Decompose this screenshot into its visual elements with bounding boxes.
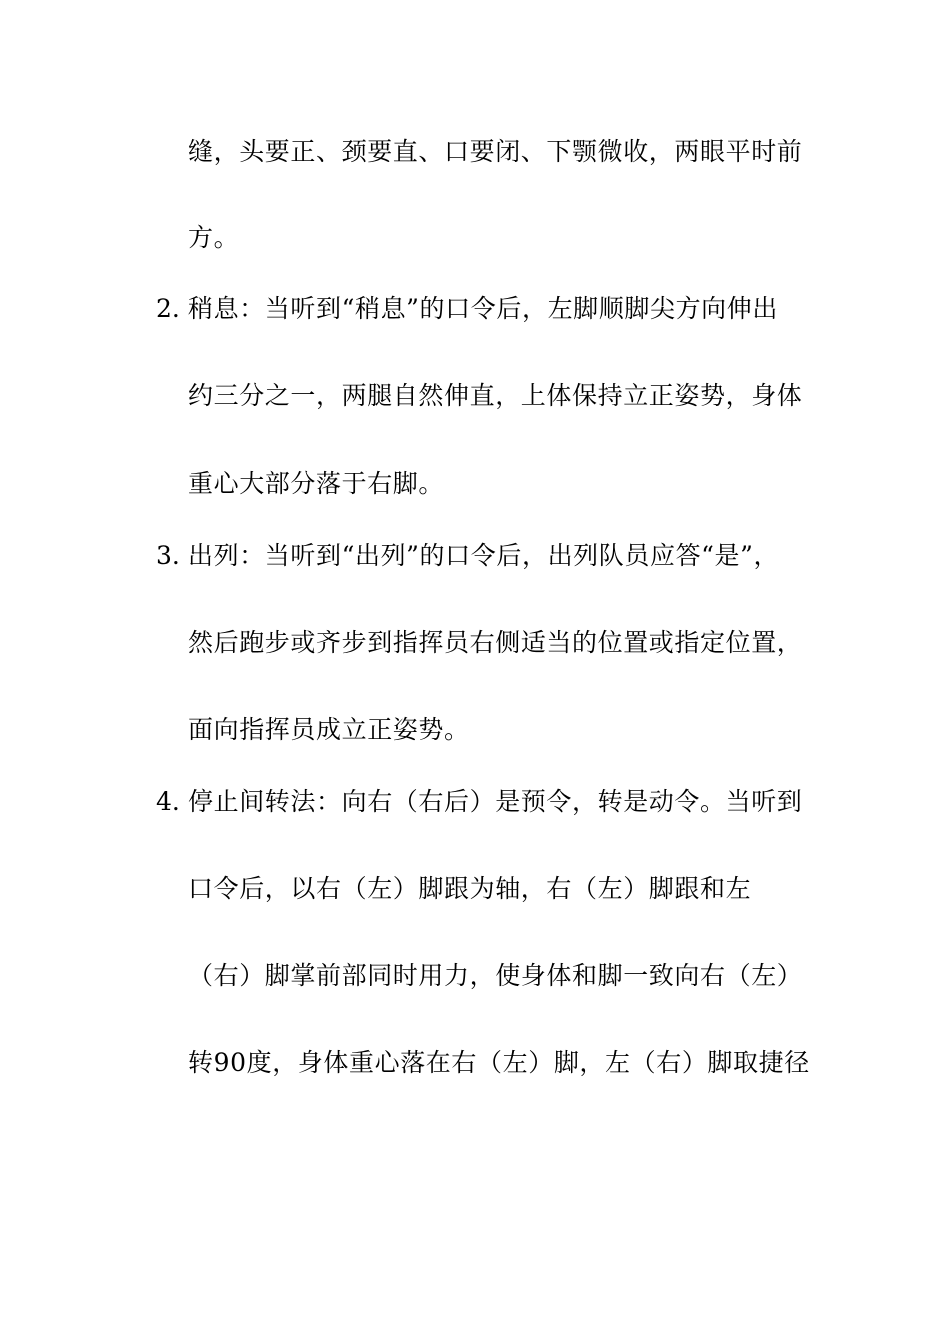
text-line: 稍息：当听到“稍息”的口令后，左脚顺脚尖方向伸出 (188, 294, 778, 323)
text-line: （右）脚掌前部同时用力，使身体和脚一致向右（左） (188, 961, 803, 990)
text-line: 约三分之一，两腿自然伸直，上体保持立正姿势，身体 (188, 381, 803, 410)
text-line: 转90度，身体重心落在右（左）脚，左（右）脚取捷径 (188, 1048, 810, 1077)
text-line: 重心大部分落于右脚。 (188, 469, 445, 498)
text-line: 口令后，以右（左）脚跟为轴，右（左）脚跟和左 (188, 874, 752, 903)
text-line: 停止间转法：向右（右后）是预令，转是动令。当听到 (188, 787, 803, 816)
text-line: 然后跑步或齐步到指挥员右侧适当的位置或指定位置， (188, 628, 803, 657)
text-line: 出列：当听到“出列”的口令后，出列队员应答“是”， (188, 541, 780, 570)
list-item-number: 2. (156, 294, 180, 323)
list-item-number: 3. (156, 541, 180, 570)
text-line: 缝，头要正、颈要直、口要闭、下颚微收，两眼平时前 (188, 137, 803, 166)
text-line: 方。 (188, 223, 240, 252)
list-item-number: 4. (156, 787, 180, 816)
text-line: 面向指挥员成立正姿势。 (188, 715, 470, 744)
